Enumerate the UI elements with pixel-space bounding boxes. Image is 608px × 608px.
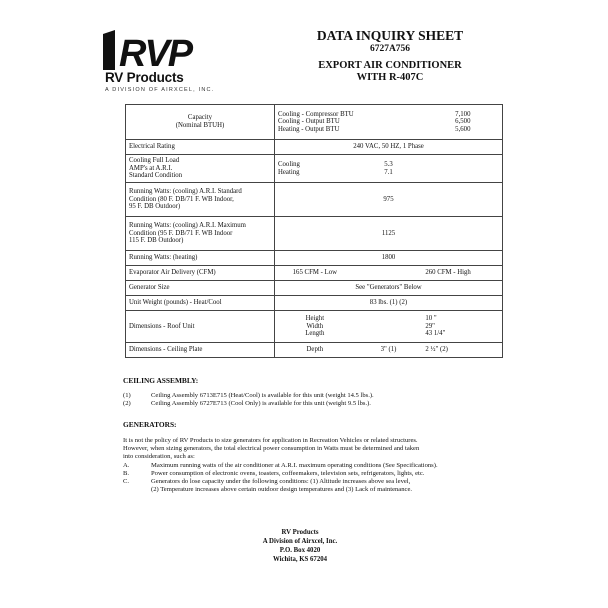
- table-cell: See "Generators" Below: [275, 281, 503, 296]
- table-cell: Cooling Full Load AMP's at A.R.I. Standard Condition: [126, 155, 275, 183]
- table-cell: Unit Weight (pounds) - Heat/Cool: [126, 296, 275, 311]
- table-cell: Depth 3" (1) 2 ½" (2): [275, 343, 503, 358]
- list-item: C. Generators do lose capacity under the following conditions: (1) Altitude increases above sea level,: [123, 478, 411, 486]
- table-cell: Dimensions - Roof Unit: [126, 311, 275, 343]
- table-row: [126, 296, 503, 311]
- table-cell: Dimensions - Ceiling Plate: [126, 343, 275, 358]
- list-item: A. Maximum running watts of the air conditioner at A.R.I. maximum operating conditions (See Specifications).: [123, 461, 438, 469]
- list-item: (2) Ceiling Assembly 6727E713 (Cool Only) is available for this unit (weight 9.5 lbs.).: [123, 400, 371, 408]
- page-title: DATA INQUIRY SHEET: [316, 28, 464, 43]
- generators-text: It is not the policy of RV Products to size generators for application in Recreation Vehicles or related structures. However, when sizing generators, the total electrical power consumption in Watts must be determined and taken into consideration, such as: A. Maximum running watts of the air conditioner at A.R.I. maximum operating conditions (See Specifications). B. Power consumption of electronic ovens, toasters, coffeemakers, television sets, refrigerators, lights, etc. C. Generators do lose capacity under the following conditions: (1) Altitude increases above sea level, (2) Temperature increases above certain outdoor design temperatures and (3) Lack of maintenance.: [123, 437, 503, 494]
- logo-brand-text: RV Products: [105, 70, 184, 85]
- svg-text:RVP: RVP: [119, 33, 192, 70]
- model-number: 6727A756: [369, 44, 411, 54]
- table-row: [126, 281, 503, 296]
- table-cell: 240 VAC, 50 HZ, 1 Phase: [275, 140, 503, 155]
- table-row: [126, 183, 503, 217]
- table-row: [126, 155, 503, 183]
- generators-heading: GENERATORS:: [123, 420, 177, 429]
- table-cell: 975: [275, 183, 503, 217]
- product-description: EXPORT AIR CONDITIONER WITH R-407C: [318, 60, 462, 83]
- table-row: [126, 311, 503, 343]
- table-row: [126, 251, 503, 266]
- list-item: (2) Temperature increases above certain outdoor design temperatures and (3) Lack of maintenance.: [151, 486, 413, 494]
- table-cell: 83 lbs. (1) (2): [275, 296, 503, 311]
- table-row: [126, 217, 503, 251]
- company-address: RV Products A Division of Airxcel, Inc. P.O. Box 4020 Wichita, KS 67204: [262, 529, 338, 563]
- table-cell: Generator Size: [126, 281, 275, 296]
- capacity-label: Capacity (Nominal BTUH): [126, 105, 275, 140]
- ceiling-assembly-heading: CEILING ASSEMBLY:: [123, 376, 199, 385]
- table-cell: Running Watts: (cooling) A.R.I. Standard Condition (80 F. DB/71 F. WB Indoor, 95 F. DB Outdoor): [126, 183, 275, 217]
- table-cell: Running Watts: (cooling) A.R.I. Maximum Condition (95 F. DB/71 F. WB Indoor 115 F. DB Outdoor): [126, 217, 275, 251]
- table-row: [126, 343, 503, 358]
- table-cell: 1800: [275, 251, 503, 266]
- table-cell: Height 10 " Width 29" Length 43 1/4": [275, 311, 503, 343]
- table-row: [126, 266, 503, 281]
- table-cell: Evaporator Air Delivery (CFM): [126, 266, 275, 281]
- list-item: (1) Ceiling Assembly 6713E715 (Heat/Cool) is available for this unit (weight 14.5 lbs.).: [123, 392, 374, 399]
- ceiling-assembly-list: [123, 392, 503, 408]
- list-item: B. Power consumption of electronic ovens, toasters, coffeemakers, television sets, refrigerators, lights, etc.: [123, 469, 425, 477]
- rvp-logo-mark: [103, 30, 203, 70]
- table-row: [126, 140, 503, 155]
- table-cell: 165 CFM - Low 260 CFM - High: [275, 266, 503, 281]
- capacity-values: Cooling - Compressor BTU 7,100 Cooling - Output BTU 6,500 Heating - Output BTU 5,600: [275, 105, 503, 140]
- table-cell: Running Watts: (heating): [126, 251, 275, 266]
- logo-division-text: A DIVISION OF AIRXCEL, INC.: [105, 87, 215, 93]
- table-cell: 1125: [275, 217, 503, 251]
- table-row: [126, 105, 503, 140]
- rv-products-logo: [103, 30, 213, 92]
- table-cell: Electrical Rating: [126, 140, 275, 155]
- spec-table: [125, 104, 503, 358]
- table-cell: Cooling 5.3 Heating 7.1: [275, 155, 503, 183]
